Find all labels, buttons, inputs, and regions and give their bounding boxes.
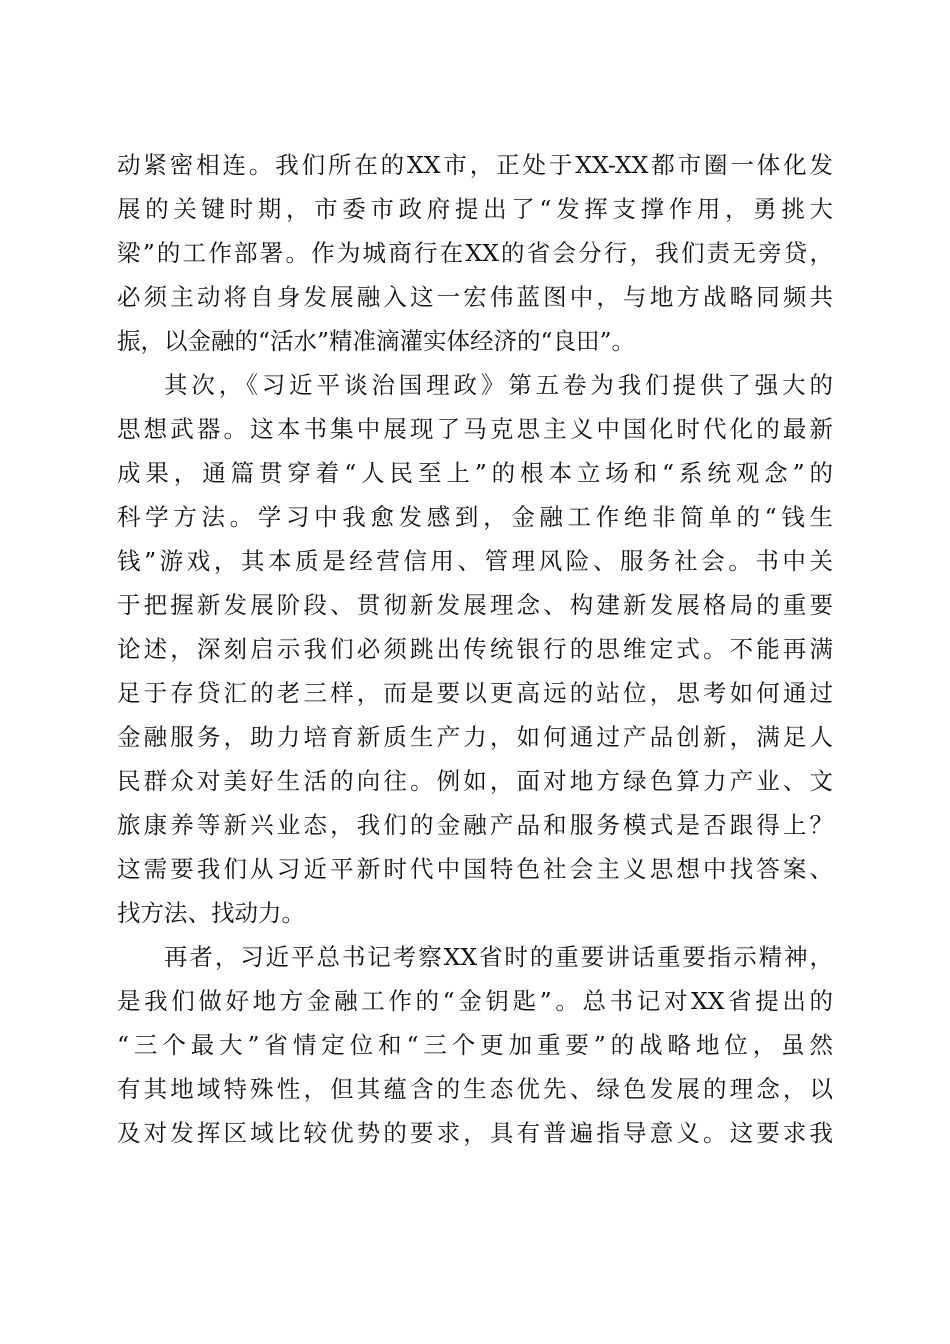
text-line: 是我们做好地方金融工作的“金钥匙”。总书记对XX省提出的 — [117, 987, 833, 1015]
text-line: 动紧密相连。我们所在的XX市，正处于XX-XX都市圈一体化发 — [117, 151, 833, 179]
text-line: 旅康养等新兴业态，我们的金融产品和服务模式是否跟得上？ — [117, 811, 833, 839]
text-line: 有其地域特殊性，但其蕴含的生态优先、绿色发展的理念，以 — [117, 1075, 833, 1103]
text-line: 振，以金融的“活水”精准滴灌实体经济的“良田”。 — [117, 327, 636, 355]
text-line: 思想武器。这本书集中展现了马克思主义中国化时代化的最新 — [117, 415, 833, 443]
text-line: 成果，通篇贯穿着“人民至上”的根本立场和“系统观念”的 — [117, 459, 833, 487]
text-line: “三个最大”省情定位和“三个更加重要”的战略地位，虽然 — [117, 1031, 833, 1059]
text-line: 民群众对美好生活的向往。例如，面对地方绿色算力产业、文 — [117, 767, 833, 795]
paragraph-3 — [117, 935, 833, 1155]
text-line: 科学方法。学习中我愈发感到，金融工作绝非简单的“钱生 — [117, 503, 833, 531]
text-line: 足于存贷汇的老三样，而是要以更高远的站位，思考如何通过 — [117, 679, 833, 707]
text-line: 于把握新发展阶段、贯彻新发展理念、构建新发展格局的重要 — [117, 591, 833, 619]
document-body — [117, 143, 833, 1155]
text-line: 其次，《习近平谈治国理政》第五卷为我们提供了强大的 — [164, 371, 833, 399]
paragraph-2 — [117, 363, 833, 935]
text-line: 再者，习近平总书记考察XX省时的重要讲话重要指示精神， — [164, 943, 833, 971]
text-line: 及对发挥区域比较优势的要求，具有普遍指导意义。这要求我 — [117, 1119, 833, 1147]
text-line: 金融服务，助力培育新质生产力，如何通过产品创新，满足人 — [117, 723, 833, 751]
text-line: 这需要我们从习近平新时代中国特色社会主义思想中找答案、 — [117, 855, 833, 883]
text-line: 梁”的工作部署。作为城商行在XX的省会分行，我们责无旁贷， — [117, 239, 833, 267]
text-line: 必须主动将自身发展融入这一宏伟蓝图中，与地方战略同频共 — [117, 283, 833, 311]
text-line: 找方法、找动力。 — [117, 899, 305, 927]
text-line: 展的关键时期，市委市政府提出了“发挥支撑作用，勇挑大 — [117, 195, 833, 223]
text-line: 钱”游戏，其本质是经营信用、管理风险、服务社会。书中关 — [117, 547, 833, 575]
text-line: 论述，深刻启示我们必须跳出传统银行的思维定式。不能再满 — [117, 635, 833, 663]
paragraph-1 — [117, 143, 833, 363]
